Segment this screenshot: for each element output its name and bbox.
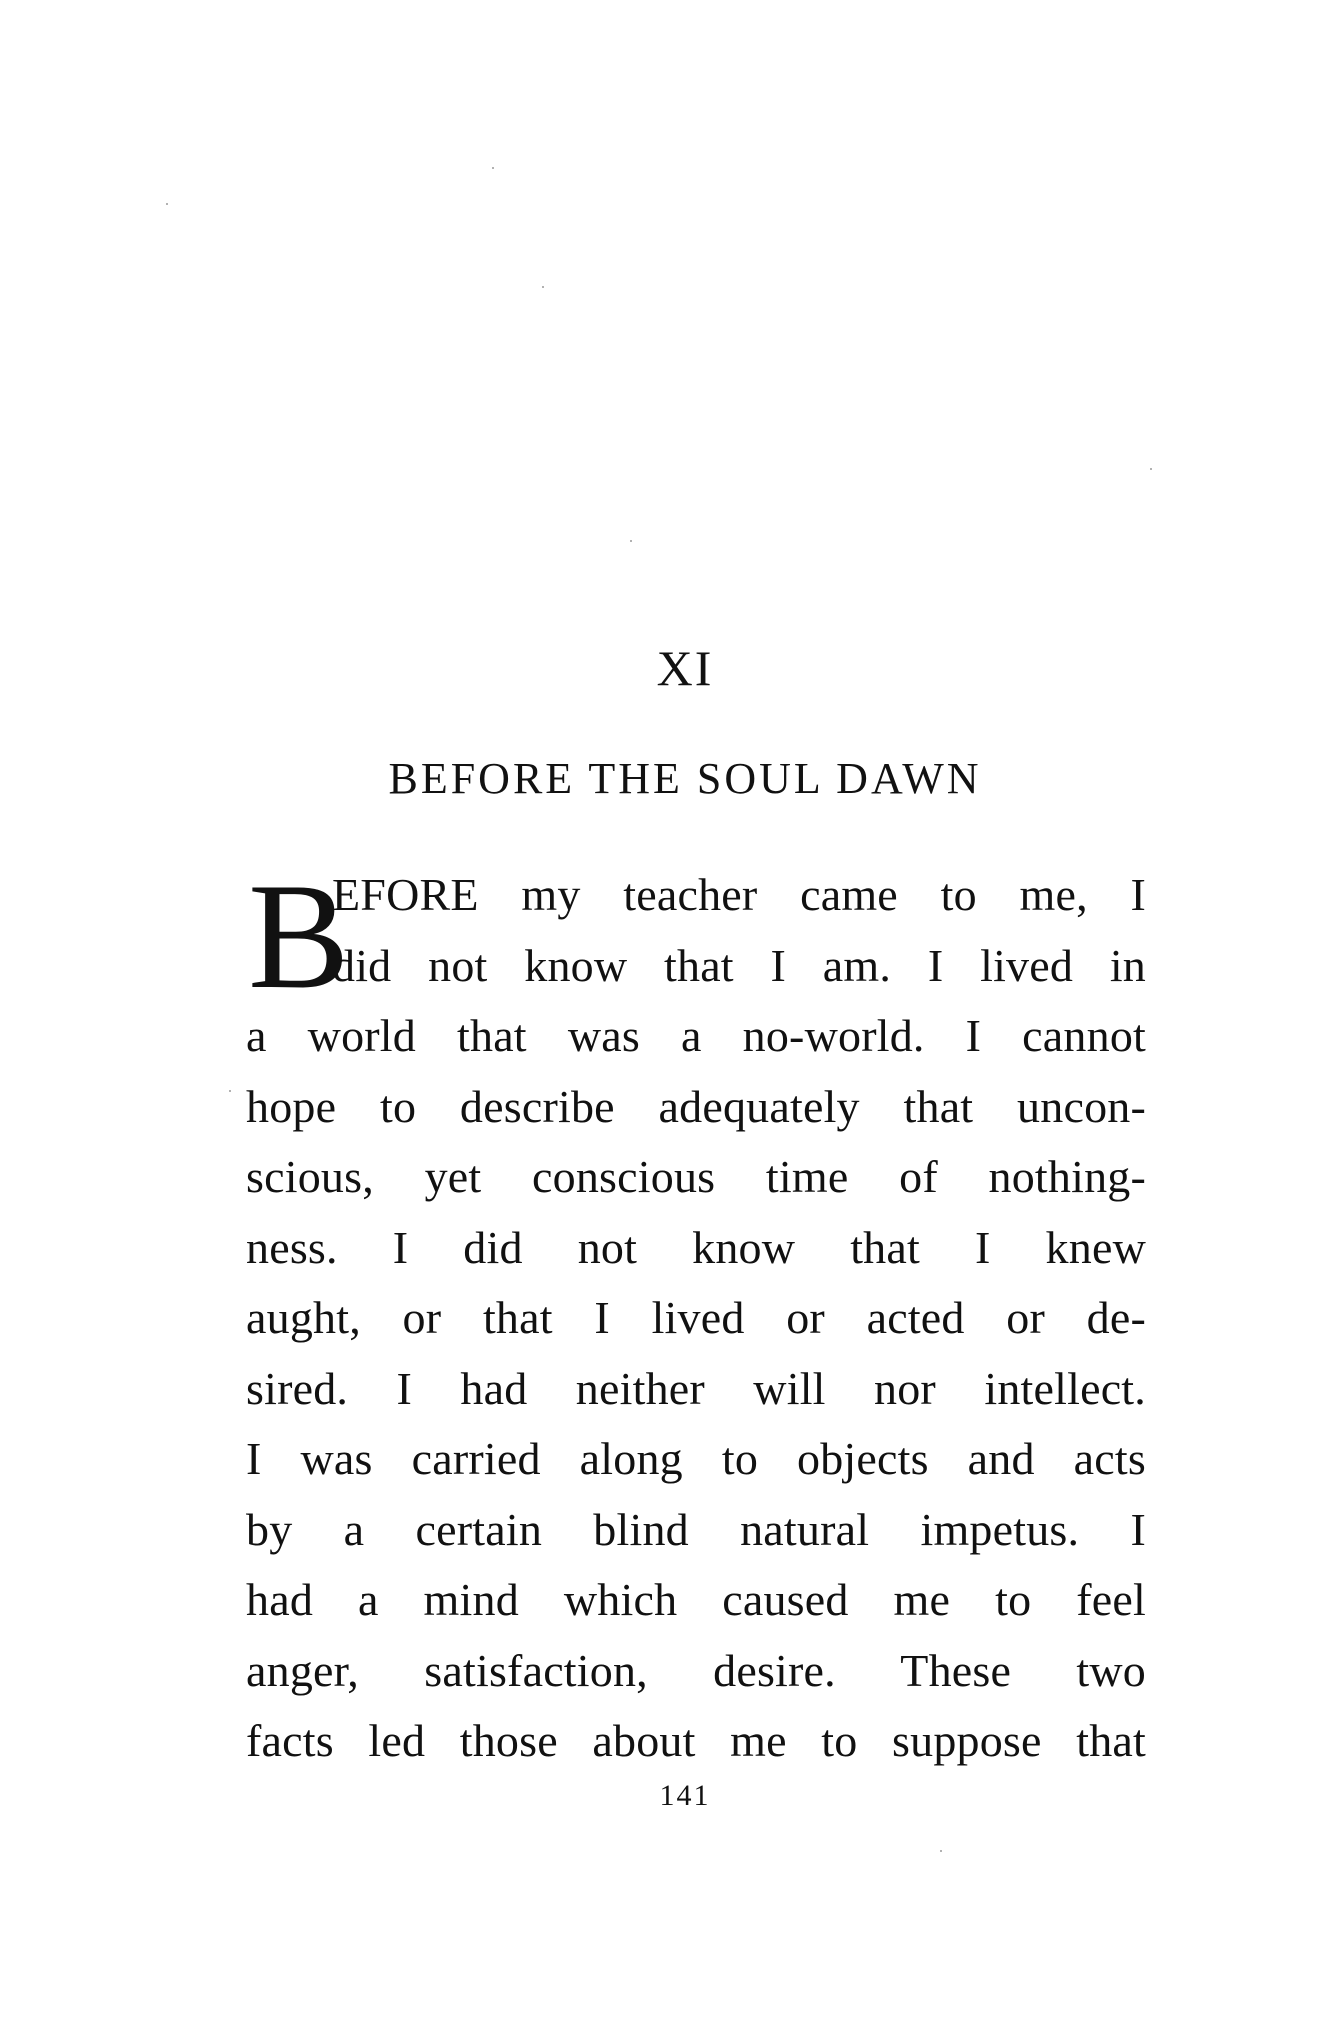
chapter-title: BEFORE THE SOUL DAWN	[388, 754, 982, 803]
paper-speck	[630, 540, 632, 542]
paper-speck	[940, 1850, 942, 1852]
text-line: anger, satisfaction, desire. These two	[246, 1644, 1146, 1696]
text-line: I was carried along to objects and acts	[246, 1433, 1146, 1484]
text-line: by a certain blind natural impetus. I	[246, 1503, 1146, 1555]
text-line: facts led those about me to suppose that	[246, 1715, 1146, 1766]
paper-speck	[542, 286, 544, 288]
chapter-number: XI	[656, 640, 714, 696]
paper-speck	[1150, 468, 1152, 470]
text-line: scious, yet conscious time of nothing-	[246, 1151, 1146, 1202]
paper-speck	[492, 167, 494, 169]
text-line: did not know that I am. I lived in	[332, 939, 1146, 991]
paper-speck	[229, 1090, 231, 1092]
text-line: had a mind which caused me to feel	[246, 1574, 1146, 1625]
paper-speck	[166, 203, 168, 205]
text-line: hope to describe adequately that uncon-	[246, 1080, 1146, 1132]
text-line: a world that was a no-world. I cannot	[246, 1010, 1146, 1061]
text-line: ness. I did not know that I knew	[246, 1221, 1146, 1273]
drop-cap: B	[248, 852, 350, 1020]
body-text	[246, 852, 1146, 1777]
text-line: EFORE my teacher came to me, I	[332, 869, 1146, 920]
text-line: sired. I had neither will nor intellect.	[246, 1362, 1146, 1414]
text-line: aught, or that I lived or acted or de-	[246, 1292, 1146, 1343]
page-number: 141	[659, 1779, 711, 1812]
